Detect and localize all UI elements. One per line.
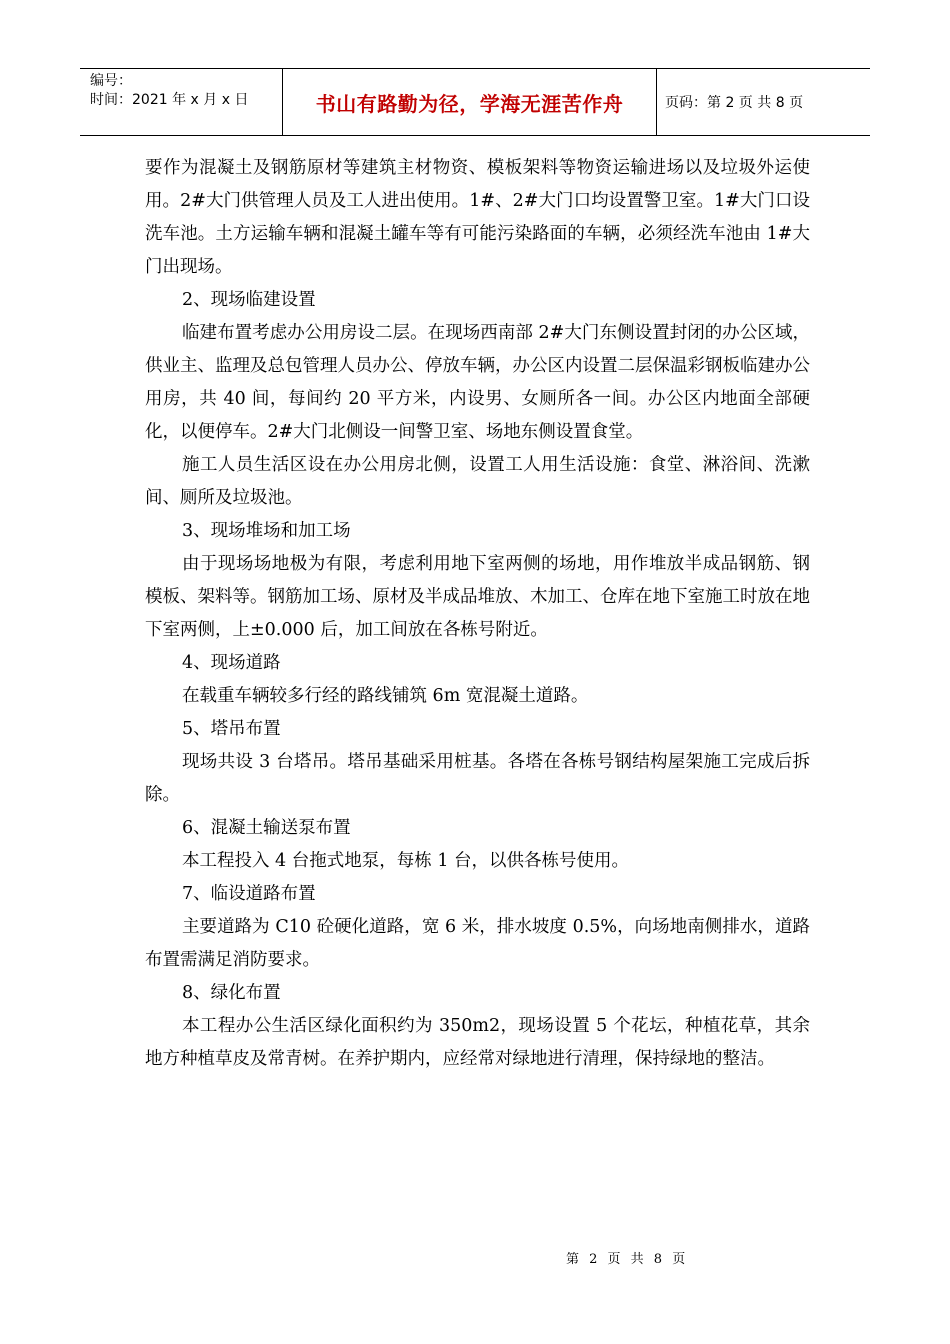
document-number-label: 编号： bbox=[90, 73, 132, 89]
section-heading: 8、绿化布置 bbox=[182, 983, 281, 1003]
paragraph: 由于现场场地极为有限，考虑利用地下室两侧的场地，用作堆放半成品钢筋、钢模板、架料等。钢筋加工场、原材及半成品堆放、木加工、仓库在地下室施工时放在地下室两侧，上±0.000 后，加工间放在各栋号附近。 bbox=[145, 554, 810, 640]
paragraph: 要作为混凝土及钢筋原材等建筑主材物资、模板架料等物资运输进场以及垃圾外运使用。2#大门供管理人员及工人进出使用。1#、2#大门口均设置警卫室。1#大门口设洗车池。土方运输车辆和混凝土罐车等有可能污染路面的车辆，必须经洗车池由 1#大门出现场。 bbox=[145, 158, 810, 277]
document-body bbox=[145, 152, 810, 1076]
section-heading: 2、现场临建设置 bbox=[182, 290, 316, 310]
header-page-code: 页码：第 2 页 共 8 页 bbox=[665, 95, 804, 111]
document-date-label: 时间：2021 年 x 月 x 日 bbox=[90, 92, 249, 108]
paragraph: 临建布置考虑办公用房设二层。在现场西南部 2#大门东侧设置封闭的办公区域，供业主、监理及总包管理人员办公、停放车辆，办公区内设置二层保温彩钢板临建办公用房，共 40 间，每间约 20 平方米，内设男、女厕所各一间。办公区内地面全部硬化，以便停车。2#大门北侧设一间警卫室、场地东侧设置食堂。 bbox=[145, 323, 810, 442]
paragraph: 在载重车辆较多行经的路线铺筑 6m 宽混凝土道路。 bbox=[182, 686, 589, 706]
section-heading: 7、临设道路布置 bbox=[182, 884, 316, 904]
section-heading: 3、现场堆场和加工场 bbox=[182, 521, 351, 541]
paragraph: 现场共设 3 台塔吊。塔吊基础采用桩基。各塔在各栋号钢结构屋架施工完成后拆除。 bbox=[145, 752, 810, 805]
section-heading: 6、混凝土输送泵布置 bbox=[182, 818, 351, 838]
section-heading: 4、现场道路 bbox=[182, 653, 281, 673]
section-heading: 5、塔吊布置 bbox=[182, 719, 281, 739]
header-meta-cell bbox=[80, 69, 283, 135]
page-footer: 第 2 页 共 8 页 bbox=[566, 1252, 689, 1267]
paragraph: 本工程办公生活区绿化面积约为 350m2，现场设置 5 个花坛，种植花草，其余地方种植草皮及常青树。在养护期内，应经常对绿地进行清理，保持绿地的整洁。 bbox=[145, 1016, 810, 1069]
paragraph: 施工人员生活区设在办公用房北侧，设置工人用生活设施：食堂、淋浴间、洗漱间、厕所及垃圾池。 bbox=[145, 455, 810, 508]
paragraph: 本工程投入 4 台拖式地泵，每栋 1 台，以供各栋号使用。 bbox=[182, 851, 630, 871]
paragraph: 主要道路为 C10 砼硬化道路，宽 6 米，排水坡度 0.5%，向场地南侧排水，道路布置需满足消防要求。 bbox=[145, 917, 810, 970]
document-header bbox=[80, 68, 870, 136]
header-motto: 书山有路勤为径，学海无涯苦作舟 bbox=[283, 69, 657, 135]
